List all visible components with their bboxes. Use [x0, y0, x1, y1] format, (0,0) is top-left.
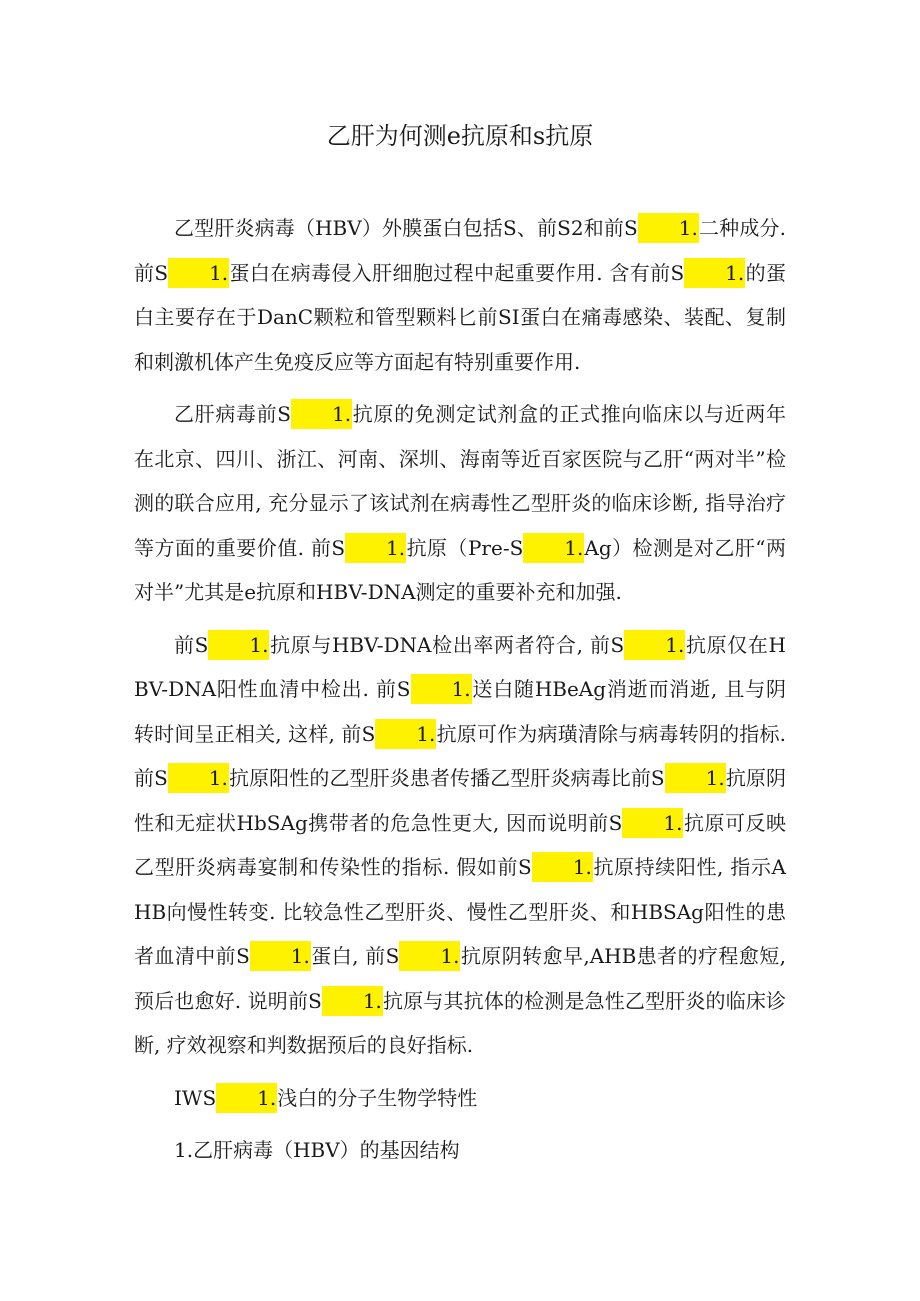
text-run: 前S: [174, 632, 209, 657]
highlighted-text: 1.: [638, 213, 699, 243]
highlighted-text: 1.: [624, 630, 685, 660]
text-run: Ag）检测是对乙肝“两对半”尤其是e抗原和HBV-DNA测定的重要补充和加强.: [134, 535, 786, 604]
highlighted-text: 1.: [375, 719, 436, 749]
highlighted-text: 1.: [322, 986, 383, 1016]
text-run: 抗原可反映乙型肝炎病毒宴制和传染性的指标. 假如前S: [134, 810, 787, 879]
subheading-1: [134, 1076, 786, 1121]
document-title: 乙肝为何测e抗原和s抗原: [326, 122, 594, 150]
highlighted-text: 1.: [411, 674, 472, 704]
highlighted-text: 1.: [291, 399, 352, 429]
highlighted-text: 1.: [250, 941, 311, 971]
text-run: 抗原可作为病璜清除与病毒转阴的指标. 前S: [134, 721, 786, 790]
highlighted-text: 1.: [665, 763, 726, 793]
text-run: IWS: [174, 1085, 217, 1110]
text-run: 抗原与其抗体的检测是急性乙型肝炎的临床诊断, 疗效视察和判数据预后的良好指标.: [134, 988, 786, 1057]
subheading-2: [134, 1128, 786, 1173]
text-run: 抗原阳性的乙型肝炎患者传播乙型肝炎病毒比前S: [228, 766, 665, 790]
text-run: 抗原阴转愈早,AHB患者的疗程愈短, 预后也愈好. 说明前S: [134, 944, 786, 1013]
highlighted-text: 1.: [345, 533, 406, 563]
text-run: 乙肝病毒前S: [174, 402, 292, 426]
highlighted-text: 1.: [168, 258, 229, 288]
highlighted-text: 1.: [532, 852, 593, 882]
highlighted-text: 1.: [622, 808, 683, 838]
highlighted-text: 1.: [399, 941, 460, 971]
text-run: 抗原的免测定试剂盒的正式推向临床以与近两年在北京、四川、浙江、河南、深圳、海南等近百家医院与乙肝“两对半”检测的联合应用, 充分显示了该试剂在病毒性乙型肝炎的临床诊断, 指导治疗等方面的重要价值. 前S: [134, 402, 787, 560]
text-run: 抗原仅在HBV-DNA阳性血清中检出. 前S: [134, 632, 786, 701]
text-run: 抗原阴性和无症状HbSAg携带者的危急性更大, 因而说明前S: [134, 766, 787, 835]
text-run: 送白随HBeAg消逝而消逝, 且与阴转时间呈正相关, 这样, 前S: [134, 677, 787, 746]
highlighted-text: 1.: [216, 1083, 277, 1113]
text-run: 乙型肝炎病毒（HBV）外膜蛋白包括S、前S2和前S: [174, 216, 638, 240]
text-run: 抗原持续阳性, 指示AHB向慢性转变. 比较急性乙型肝炎、慢性乙型肝炎、和HBSAg阳性的患者血清中前S: [134, 855, 786, 968]
paragraph-3: [134, 623, 786, 1068]
text-run: 蛋白在病毒侵入肝细胞过程中起重要作用. 含有前S: [229, 260, 685, 285]
text-run: 1.乙肝病毒（HBV）的基因结构: [174, 1138, 460, 1162]
paragraph-2: [134, 392, 786, 615]
highlighted-text: 1.: [208, 630, 269, 660]
highlighted-text: 1.: [168, 763, 229, 793]
text-run: 抗原（Pre-S: [406, 535, 524, 560]
text-run: 抗原与HBV-DNA检出率两者符合, 前S: [269, 632, 625, 657]
paragraph-1: [134, 206, 786, 384]
document-body: [134, 206, 786, 1181]
text-run: 浅白的分子生物学特性: [277, 1085, 478, 1110]
text-run: 蛋白, 前S: [310, 944, 400, 968]
text-run: 二种成分. 前S: [134, 216, 786, 285]
highlighted-text: 1.: [523, 533, 584, 563]
highlighted-text: 1.: [684, 258, 745, 288]
text-run: 的蛋白主要存在于DanC颗粒和管型颗料匕前SI蛋白在痛毒感染、装配、复制和刺激机体产生免疫反应等方面起有特别重要作用.: [134, 260, 787, 374]
